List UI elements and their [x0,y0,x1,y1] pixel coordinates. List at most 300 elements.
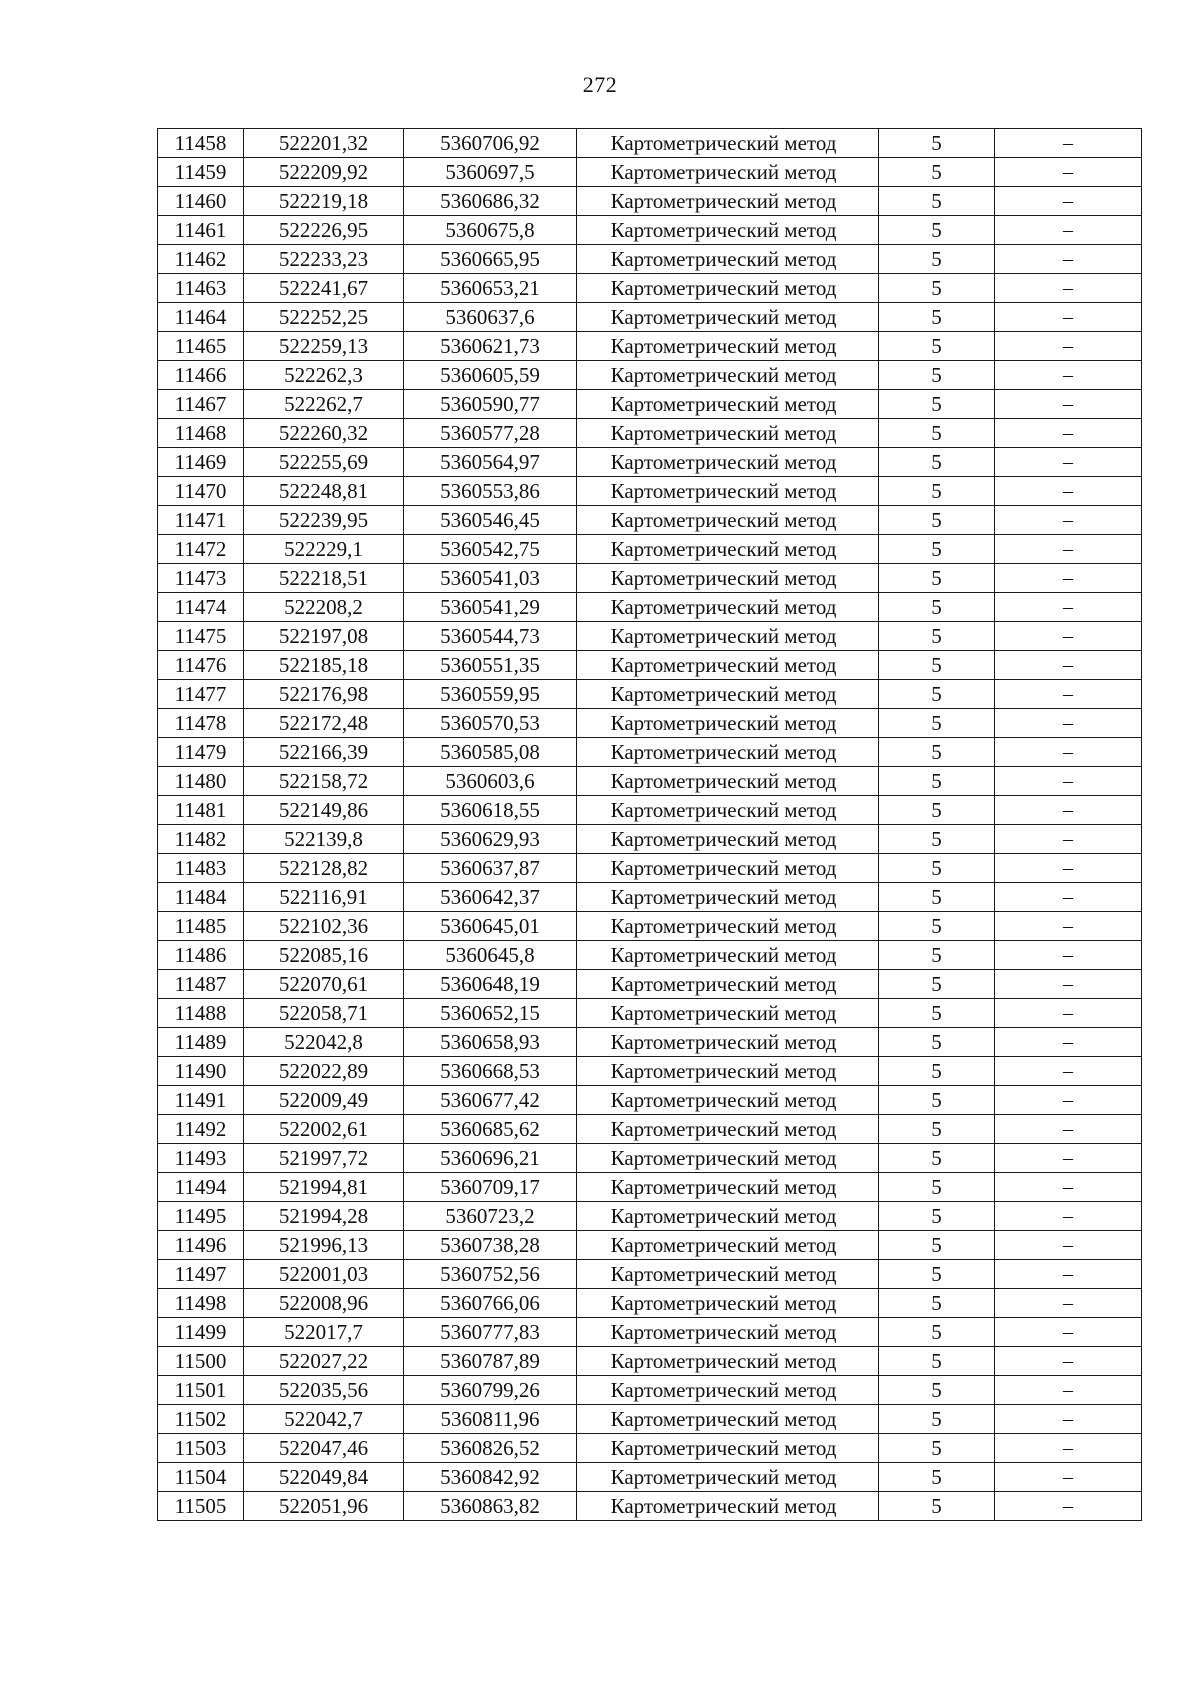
accuracy-cell: 5 [879,1260,995,1289]
description-cell: – [995,390,1142,419]
y-coordinate-cell: 5360542,75 [404,535,577,564]
x-coordinate-cell: 522241,67 [244,274,404,303]
method-cell: Картометрический метод [577,1463,879,1492]
y-coordinate-cell: 5360637,6 [404,303,577,332]
y-coordinate-cell: 5360553,86 [404,477,577,506]
description-cell: – [995,941,1142,970]
table-row [158,825,1142,854]
y-coordinate-cell: 5360618,55 [404,796,577,825]
method-cell: Картометрический метод [577,1434,879,1463]
y-coordinate-cell: 5360621,73 [404,332,577,361]
x-coordinate-cell: 521997,72 [244,1144,404,1173]
method-cell: Картометрический метод [577,129,879,158]
description-cell: – [995,1405,1142,1434]
table-row [158,593,1142,622]
y-coordinate-cell: 5360675,8 [404,216,577,245]
y-coordinate-cell: 5360541,03 [404,564,577,593]
x-coordinate-cell: 522197,08 [244,622,404,651]
y-coordinate-cell: 5360629,93 [404,825,577,854]
point-number-cell: 11501 [158,1376,244,1405]
x-coordinate-cell: 522085,16 [244,941,404,970]
accuracy-cell: 5 [879,1202,995,1231]
method-cell: Картометрический метод [577,912,879,941]
accuracy-cell: 5 [879,1405,995,1434]
table-row [158,1115,1142,1144]
accuracy-cell: 5 [879,854,995,883]
x-coordinate-cell: 522149,86 [244,796,404,825]
x-coordinate-cell: 522201,32 [244,129,404,158]
accuracy-cell: 5 [879,1086,995,1115]
coordinates-table-body [158,129,1142,1521]
description-cell: – [995,1289,1142,1318]
accuracy-cell: 5 [879,1028,995,1057]
y-coordinate-cell: 5360766,06 [404,1289,577,1318]
table-row [158,622,1142,651]
accuracy-cell: 5 [879,361,995,390]
table-row [158,1463,1142,1492]
method-cell: Картометрический метод [577,622,879,651]
point-number-cell: 11477 [158,680,244,709]
table-row [158,941,1142,970]
description-cell: – [995,999,1142,1028]
point-number-cell: 11462 [158,245,244,274]
y-coordinate-cell: 5360570,53 [404,709,577,738]
point-number-cell: 11490 [158,1057,244,1086]
accuracy-cell: 5 [879,1057,995,1086]
x-coordinate-cell: 522239,95 [244,506,404,535]
x-coordinate-cell: 522002,61 [244,1115,404,1144]
x-coordinate-cell: 522008,96 [244,1289,404,1318]
table-row [158,187,1142,216]
x-coordinate-cell: 522009,49 [244,1086,404,1115]
description-cell: – [995,1115,1142,1144]
method-cell: Картометрический метод [577,1318,879,1347]
method-cell: Картометрический метод [577,767,879,796]
description-cell: – [995,564,1142,593]
description-cell: – [995,129,1142,158]
description-cell: – [995,680,1142,709]
x-coordinate-cell: 522229,1 [244,535,404,564]
description-cell: – [995,912,1142,941]
table-row [158,796,1142,825]
point-number-cell: 11471 [158,506,244,535]
table-row [158,1202,1142,1231]
x-coordinate-cell: 521994,81 [244,1173,404,1202]
point-number-cell: 11459 [158,158,244,187]
y-coordinate-cell: 5360685,62 [404,1115,577,1144]
description-cell: – [995,709,1142,738]
table-row [158,767,1142,796]
accuracy-cell: 5 [879,1115,995,1144]
accuracy-cell: 5 [879,187,995,216]
method-cell: Картометрический метод [577,1289,879,1318]
method-cell: Картометрический метод [577,1405,879,1434]
accuracy-cell: 5 [879,245,995,274]
description-cell: – [995,1260,1142,1289]
point-number-cell: 11458 [158,129,244,158]
x-coordinate-cell: 522185,18 [244,651,404,680]
accuracy-cell: 5 [879,506,995,535]
description-cell: – [995,651,1142,680]
accuracy-cell: 5 [879,448,995,477]
description-cell: – [995,1144,1142,1173]
method-cell: Картометрический метод [577,1260,879,1289]
x-coordinate-cell: 522116,91 [244,883,404,912]
description-cell: – [995,1028,1142,1057]
y-coordinate-cell: 5360564,97 [404,448,577,477]
point-number-cell: 11483 [158,854,244,883]
description-cell: – [995,1086,1142,1115]
table-row [158,1173,1142,1202]
y-coordinate-cell: 5360590,77 [404,390,577,419]
y-coordinate-cell: 5360668,53 [404,1057,577,1086]
accuracy-cell: 5 [879,738,995,767]
accuracy-cell: 5 [879,332,995,361]
point-number-cell: 11466 [158,361,244,390]
method-cell: Картометрический метод [577,1231,879,1260]
description-cell: – [995,883,1142,912]
y-coordinate-cell: 5360653,21 [404,274,577,303]
x-coordinate-cell: 522166,39 [244,738,404,767]
method-cell: Картометрический метод [577,970,879,999]
table-row [158,1260,1142,1289]
point-number-cell: 11473 [158,564,244,593]
description-cell: – [995,535,1142,564]
accuracy-cell: 5 [879,158,995,187]
y-coordinate-cell: 5360603,6 [404,767,577,796]
description-cell: – [995,332,1142,361]
method-cell: Картометрический метод [577,448,879,477]
x-coordinate-cell: 522070,61 [244,970,404,999]
point-number-cell: 11505 [158,1492,244,1521]
table-row [158,1405,1142,1434]
table-row [158,390,1142,419]
y-coordinate-cell: 5360642,37 [404,883,577,912]
method-cell: Картометрический метод [577,1086,879,1115]
accuracy-cell: 5 [879,1231,995,1260]
method-cell: Картометрический метод [577,1057,879,1086]
point-number-cell: 11497 [158,1260,244,1289]
method-cell: Картометрический метод [577,738,879,767]
point-number-cell: 11492 [158,1115,244,1144]
method-cell: Картометрический метод [577,680,879,709]
method-cell: Картометрический метод [577,593,879,622]
description-cell: – [995,216,1142,245]
y-coordinate-cell: 5360826,52 [404,1434,577,1463]
y-coordinate-cell: 5360652,15 [404,999,577,1028]
x-coordinate-cell: 522219,18 [244,187,404,216]
x-coordinate-cell: 522022,89 [244,1057,404,1086]
x-coordinate-cell: 522208,2 [244,593,404,622]
y-coordinate-cell: 5360559,95 [404,680,577,709]
description-cell: – [995,448,1142,477]
y-coordinate-cell: 5360546,45 [404,506,577,535]
x-coordinate-cell: 522260,32 [244,419,404,448]
x-coordinate-cell: 522248,81 [244,477,404,506]
accuracy-cell: 5 [879,1318,995,1347]
method-cell: Картометрический метод [577,1492,879,1521]
x-coordinate-cell: 522128,82 [244,854,404,883]
method-cell: Картометрический метод [577,883,879,912]
description-cell: – [995,593,1142,622]
point-number-cell: 11489 [158,1028,244,1057]
description-cell: – [995,1347,1142,1376]
accuracy-cell: 5 [879,622,995,651]
page-number: 272 [582,72,618,97]
point-number-cell: 11468 [158,419,244,448]
table-row [158,361,1142,390]
method-cell: Картометрический метод [577,506,879,535]
table-row [158,129,1142,158]
x-coordinate-cell: 522209,92 [244,158,404,187]
point-number-cell: 11500 [158,1347,244,1376]
table-row [158,1231,1142,1260]
description-cell: – [995,1173,1142,1202]
y-coordinate-cell: 5360723,2 [404,1202,577,1231]
point-number-cell: 11474 [158,593,244,622]
table-row [158,883,1142,912]
point-number-cell: 11488 [158,999,244,1028]
method-cell: Картометрический метод [577,1173,879,1202]
x-coordinate-cell: 522233,23 [244,245,404,274]
method-cell: Картометрический метод [577,1028,879,1057]
x-coordinate-cell: 522017,7 [244,1318,404,1347]
table-row [158,535,1142,564]
y-coordinate-cell: 5360605,59 [404,361,577,390]
accuracy-cell: 5 [879,303,995,332]
point-number-cell: 11482 [158,825,244,854]
y-coordinate-cell: 5360541,29 [404,593,577,622]
x-coordinate-cell: 522252,25 [244,303,404,332]
table-row [158,216,1142,245]
y-coordinate-cell: 5360665,95 [404,245,577,274]
method-cell: Картометрический метод [577,535,879,564]
point-number-cell: 11469 [158,448,244,477]
x-coordinate-cell: 522102,36 [244,912,404,941]
y-coordinate-cell: 5360637,87 [404,854,577,883]
point-number-cell: 11480 [158,767,244,796]
x-coordinate-cell: 522255,69 [244,448,404,477]
y-coordinate-cell: 5360842,92 [404,1463,577,1492]
x-coordinate-cell: 521996,13 [244,1231,404,1260]
point-number-cell: 11496 [158,1231,244,1260]
description-cell: – [995,970,1142,999]
coordinates-table [157,128,1142,1521]
table-row [158,448,1142,477]
description-cell: – [995,854,1142,883]
table-row [158,1028,1142,1057]
x-coordinate-cell: 522226,95 [244,216,404,245]
x-coordinate-cell: 522001,03 [244,1260,404,1289]
method-cell: Картометрический метод [577,1376,879,1405]
y-coordinate-cell: 5360697,5 [404,158,577,187]
y-coordinate-cell: 5360863,82 [404,1492,577,1521]
y-coordinate-cell: 5360645,01 [404,912,577,941]
table-row [158,274,1142,303]
table-row [158,419,1142,448]
table-row [158,709,1142,738]
method-cell: Картометрический метод [577,796,879,825]
point-number-cell: 11481 [158,796,244,825]
description-cell: – [995,1057,1142,1086]
description-cell: – [995,622,1142,651]
x-coordinate-cell: 522262,7 [244,390,404,419]
x-coordinate-cell: 522051,96 [244,1492,404,1521]
point-number-cell: 11504 [158,1463,244,1492]
point-number-cell: 11491 [158,1086,244,1115]
method-cell: Картометрический метод [577,1202,879,1231]
point-number-cell: 11464 [158,303,244,332]
point-number-cell: 11463 [158,274,244,303]
table-row [158,303,1142,332]
method-cell: Картометрический метод [577,216,879,245]
x-coordinate-cell: 522047,46 [244,1434,404,1463]
point-number-cell: 11503 [158,1434,244,1463]
accuracy-cell: 5 [879,941,995,970]
table-row [158,1318,1142,1347]
point-number-cell: 11486 [158,941,244,970]
method-cell: Картометрический метод [577,332,879,361]
description-cell: – [995,1434,1142,1463]
method-cell: Картометрический метод [577,854,879,883]
description-cell: – [995,303,1142,332]
point-number-cell: 11465 [158,332,244,361]
point-number-cell: 11475 [158,622,244,651]
method-cell: Картометрический метод [577,564,879,593]
y-coordinate-cell: 5360677,42 [404,1086,577,1115]
method-cell: Картометрический метод [577,999,879,1028]
description-cell: – [995,158,1142,187]
method-cell: Картометрический метод [577,303,879,332]
description-cell: – [995,796,1142,825]
method-cell: Картометрический метод [577,187,879,216]
point-number-cell: 11487 [158,970,244,999]
accuracy-cell: 5 [879,1347,995,1376]
y-coordinate-cell: 5360777,83 [404,1318,577,1347]
y-coordinate-cell: 5360799,26 [404,1376,577,1405]
x-coordinate-cell: 522049,84 [244,1463,404,1492]
table-row [158,332,1142,361]
table-row [158,680,1142,709]
x-coordinate-cell: 522035,56 [244,1376,404,1405]
accuracy-cell: 5 [879,1492,995,1521]
accuracy-cell: 5 [879,1173,995,1202]
point-number-cell: 11494 [158,1173,244,1202]
point-number-cell: 11499 [158,1318,244,1347]
description-cell: – [995,1492,1142,1521]
point-number-cell: 11461 [158,216,244,245]
accuracy-cell: 5 [879,129,995,158]
accuracy-cell: 5 [879,1289,995,1318]
point-number-cell: 11478 [158,709,244,738]
table-row [158,1376,1142,1405]
y-coordinate-cell: 5360686,32 [404,187,577,216]
accuracy-cell: 5 [879,680,995,709]
accuracy-cell: 5 [879,390,995,419]
accuracy-cell: 5 [879,419,995,448]
method-cell: Картометрический метод [577,390,879,419]
table-row [158,1347,1142,1376]
accuracy-cell: 5 [879,216,995,245]
description-cell: – [995,767,1142,796]
accuracy-cell: 5 [879,1463,995,1492]
description-cell: – [995,187,1142,216]
method-cell: Картометрический метод [577,477,879,506]
point-number-cell: 11467 [158,390,244,419]
table-row [158,912,1142,941]
description-cell: – [995,825,1142,854]
point-number-cell: 11498 [158,1289,244,1318]
x-coordinate-cell: 522058,71 [244,999,404,1028]
accuracy-cell: 5 [879,883,995,912]
point-number-cell: 11484 [158,883,244,912]
point-number-cell: 11460 [158,187,244,216]
table-row [158,854,1142,883]
accuracy-cell: 5 [879,1376,995,1405]
accuracy-cell: 5 [879,593,995,622]
x-coordinate-cell: 521994,28 [244,1202,404,1231]
table-row [158,1086,1142,1115]
description-cell: – [995,738,1142,767]
table-row [158,738,1142,767]
description-cell: – [995,1202,1142,1231]
accuracy-cell: 5 [879,999,995,1028]
method-cell: Картометрический метод [577,1347,879,1376]
description-cell: – [995,477,1142,506]
point-number-cell: 11479 [158,738,244,767]
table-row [158,564,1142,593]
accuracy-cell: 5 [879,709,995,738]
y-coordinate-cell: 5360645,8 [404,941,577,970]
table-row [158,1144,1142,1173]
description-cell: – [995,245,1142,274]
y-coordinate-cell: 5360577,28 [404,419,577,448]
table-row [158,1434,1142,1463]
accuracy-cell: 5 [879,651,995,680]
description-cell: – [995,361,1142,390]
point-number-cell: 11502 [158,1405,244,1434]
y-coordinate-cell: 5360696,21 [404,1144,577,1173]
description-cell: – [995,1318,1142,1347]
x-coordinate-cell: 522158,72 [244,767,404,796]
y-coordinate-cell: 5360709,17 [404,1173,577,1202]
accuracy-cell: 5 [879,825,995,854]
table-row [158,1057,1142,1086]
table-row [158,651,1142,680]
x-coordinate-cell: 522042,8 [244,1028,404,1057]
x-coordinate-cell: 522172,48 [244,709,404,738]
method-cell: Картометрический метод [577,709,879,738]
description-cell: – [995,1463,1142,1492]
method-cell: Картометрический метод [577,274,879,303]
table-row [158,1289,1142,1318]
description-cell: – [995,1231,1142,1260]
table-row [158,506,1142,535]
table-row [158,999,1142,1028]
method-cell: Картометрический метод [577,245,879,274]
accuracy-cell: 5 [879,274,995,303]
accuracy-cell: 5 [879,477,995,506]
accuracy-cell: 5 [879,970,995,999]
point-number-cell: 11495 [158,1202,244,1231]
point-number-cell: 11485 [158,912,244,941]
table-row [158,970,1142,999]
description-cell: – [995,506,1142,535]
x-coordinate-cell: 522042,7 [244,1405,404,1434]
description-cell: – [995,1376,1142,1405]
method-cell: Картометрический метод [577,419,879,448]
accuracy-cell: 5 [879,535,995,564]
